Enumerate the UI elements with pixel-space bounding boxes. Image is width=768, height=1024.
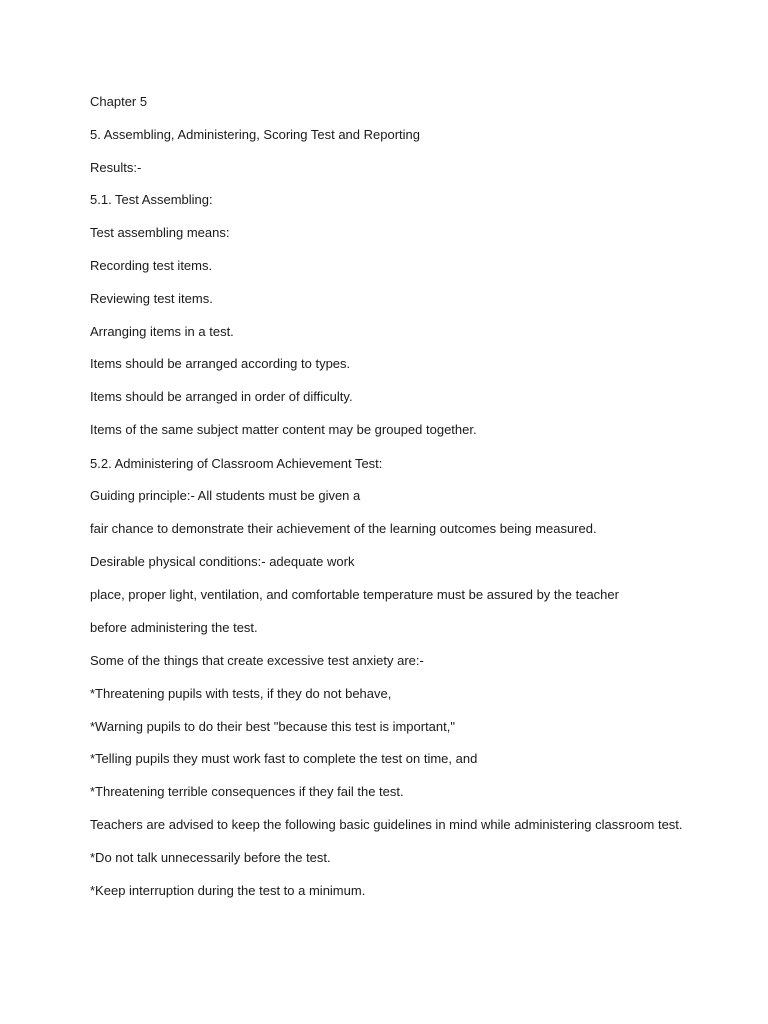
bullet-line: *Warning pupils to do their best "because this test is important," xyxy=(90,719,455,734)
section-title: 5. Assembling, Administering, Scoring Test and Reporting xyxy=(90,127,420,142)
text-line: Some of the things that create excessive test anxiety are:- xyxy=(90,653,424,668)
text-line: Recording test items. xyxy=(90,258,213,273)
bullet-line: *Do not talk unnecessarily before the test. xyxy=(90,850,331,865)
text-line: place, proper light, ventilation, and comfortable temperature must be assured by the teacher xyxy=(90,587,619,602)
text-line: Test assembling means: xyxy=(90,225,230,240)
text-line: Items should be arranged in order of difficulty. xyxy=(90,389,353,404)
subsection-heading: 5.1. Test Assembling: xyxy=(90,192,213,207)
bullet-line: *Threatening terrible consequences if they fail the test. xyxy=(90,784,404,799)
text-line: before administering the test. xyxy=(90,620,258,635)
text-line: Arranging items in a test. xyxy=(90,324,234,339)
bullet-line: *Threatening pupils with tests, if they do not behave, xyxy=(90,686,392,701)
section-title-continued: Results:- xyxy=(90,160,142,175)
text-line: Guiding principle:- All students must be given a xyxy=(90,488,361,503)
bullet-line: *Telling pupils they must work fast to complete the test on time, and xyxy=(90,751,478,766)
bullet-line: *Keep interruption during the test to a minimum. xyxy=(90,883,366,898)
subsection-heading: 5.2. Administering of Classroom Achievement Test: xyxy=(90,456,383,471)
chapter-heading: Chapter 5 xyxy=(90,94,148,109)
text-line: Desirable physical conditions:- adequate work xyxy=(90,554,355,569)
text-line: Items of the same subject matter content may be grouped together. xyxy=(90,422,477,437)
text-line: fair chance to demonstrate their achievement of the learning outcomes being measured. xyxy=(90,521,597,536)
text-line: Reviewing test items. xyxy=(90,291,213,306)
text-line: Teachers are advised to keep the following basic guidelines in mind while administering classroom test. xyxy=(90,817,683,832)
text-line: Items should be arranged according to types. xyxy=(90,356,351,371)
